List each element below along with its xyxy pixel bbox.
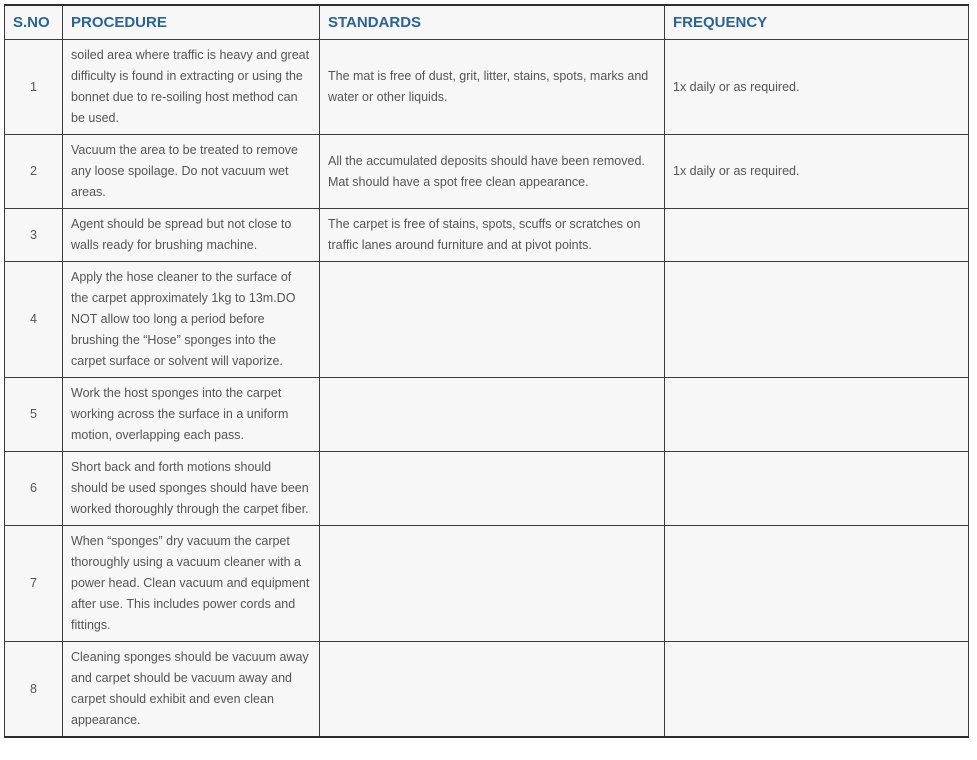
sno-cell: 5 xyxy=(5,378,63,452)
table-row xyxy=(5,262,969,378)
procedure-standards-table xyxy=(4,4,969,738)
frequency-cell: 1x daily or as required. xyxy=(665,135,969,209)
standards-cell: The carpet is free of stains, spots, scuffs or scratches on traffic lanes around furniture and at pivot points. xyxy=(320,209,665,262)
table-row xyxy=(5,452,969,526)
procedure-cell: When “sponges” dry vacuum the carpet thoroughly using a vacuum cleaner with a power head. Clean vacuum and equipment after use. This includes power cords and fittings. xyxy=(63,526,320,642)
procedure-cell: soiled area where traffic is heavy and great difficulty is found in extracting or using the bonnet due to re-soiling host method can be used. xyxy=(63,40,320,135)
procedure-cell: Cleaning sponges should be vacuum away and carpet should be vacuum away and carpet should exhibit and even clean appearance. xyxy=(63,642,320,738)
standards-cell: The mat is free of dust, grit, litter, stains, spots, marks and water or other liquids. xyxy=(320,40,665,135)
sno-cell: 3 xyxy=(5,209,63,262)
standards-cell xyxy=(320,378,665,452)
frequency-cell xyxy=(665,262,969,378)
table-row xyxy=(5,135,969,209)
sno-cell: 1 xyxy=(5,40,63,135)
procedure-cell: Short back and forth motions should should be used sponges should have been worked thoroughly through the carpet fiber. xyxy=(63,452,320,526)
procedure-cell: Work the host sponges into the carpet working across the surface in a uniform motion, overlapping each pass. xyxy=(63,378,320,452)
standards-cell xyxy=(320,262,665,378)
table-body xyxy=(5,40,969,738)
standards-cell: All the accumulated deposits should have been removed. Mat should have a spot free clean appearance. xyxy=(320,135,665,209)
sno-cell: 6 xyxy=(5,452,63,526)
procedure-cell: Apply the hose cleaner to the surface of the carpet approximately 1kg to 13m.DO NOT allow too long a period before brushing the “Hose” sponges into the carpet surface or solvent will vaporize. xyxy=(63,262,320,378)
sno-cell: 4 xyxy=(5,262,63,378)
sno-cell: 2 xyxy=(5,135,63,209)
frequency-cell xyxy=(665,642,969,738)
procedure-cell: Vacuum the area to be treated to remove any loose spoilage. Do not vacuum wet areas. xyxy=(63,135,320,209)
table-row xyxy=(5,378,969,452)
standards-cell xyxy=(320,452,665,526)
table-header xyxy=(5,5,969,40)
procedure-cell: Agent should be spread but not close to walls ready for brushing machine. xyxy=(63,209,320,262)
column-header-sno: S.NO xyxy=(5,5,63,40)
frequency-cell xyxy=(665,452,969,526)
standards-cell xyxy=(320,526,665,642)
frequency-cell: 1x daily or as required. xyxy=(665,40,969,135)
column-header-standards: STANDARDS xyxy=(320,5,665,40)
frequency-cell xyxy=(665,526,969,642)
frequency-cell xyxy=(665,209,969,262)
sno-cell: 7 xyxy=(5,526,63,642)
sno-cell: 8 xyxy=(5,642,63,738)
table-row xyxy=(5,642,969,738)
standards-cell xyxy=(320,642,665,738)
frequency-cell xyxy=(665,378,969,452)
table-row xyxy=(5,526,969,642)
table-row xyxy=(5,40,969,135)
header-row xyxy=(5,5,969,40)
column-header-frequency: FREQUENCY xyxy=(665,5,969,40)
table-row xyxy=(5,209,969,262)
column-header-procedure: PROCEDURE xyxy=(63,5,320,40)
